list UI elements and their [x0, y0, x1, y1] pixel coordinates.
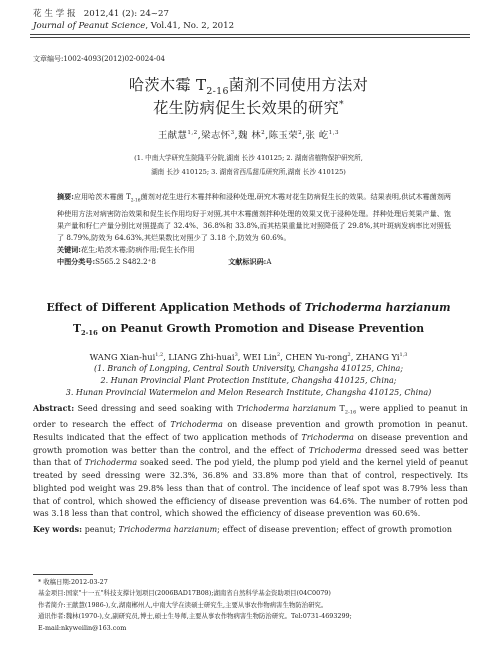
keywords-zh-label: 关键词: — [57, 245, 81, 255]
issue-zh: 2012,41 (2): 24~27 — [83, 9, 169, 19]
abstract-en-part-1: Seed dressing and seed soaking with — [74, 404, 237, 413]
keywords-en — [33, 524, 468, 537]
footnotes — [38, 577, 478, 634]
footnote-author: 作者简介:王献慧(1986-),女,湖南郴州人,中南大学在读硕士研究生,主要从事农作物病害生物防治研究。 — [38, 600, 328, 609]
abstract-en-part-4: on disease prevention and growth promotion was better than the control, and the effect of — [33, 432, 468, 455]
title-footnote-mark: * — [339, 99, 344, 110]
author-zh-1: 王献慧 — [157, 130, 188, 141]
authors-zh — [0, 127, 497, 141]
title-en-line1-a: Effect of Different Application Methods of — [46, 301, 305, 314]
title-en-line1 — [0, 301, 497, 314]
abstract-en-part-5: dressed seed was better than that of — [33, 445, 469, 468]
footnote-fund: 基金项目:国家"十一五"科技支撑计划项目(2006BAD17B08);湖南省自然科学基金资助项目(04C0079) — [38, 589, 331, 598]
issue-en: , Vol.41, No. 2, 2012 — [145, 21, 235, 31]
title-zh-line1 — [0, 74, 497, 97]
abstract-zh — [57, 191, 451, 269]
footnote-rule — [33, 574, 93, 575]
title-zh-line2-text: 花生防病促生长效果的研究 — [153, 99, 339, 117]
abstract-zh-sub: 2-16 — [130, 198, 141, 204]
abstract-en-part-3: on disease prevention and growth promotion in peanut. Results indicated that the effect of two application methods of — [33, 420, 469, 442]
author-en-4-sup: 2 — [347, 352, 351, 359]
abstract-zh-text-b: 菌剂对花生进行木霉拌种和浸种处理,研究木霉对花生防病促生长的效果。结果表明,供试木霉菌剂两种使用方法对病害防治效果和促生长作用均好于对照,其中木霉菌剂拌种处理的效果又优于浸种处理。拌种处理后荚果产量、饱果产量和籽仁产量分别比对照提高了 32.4%、36.8%和 33.8%,而其枯果重量比对照降低了 29.8%,其叶斑病发病率比对照低了 8.79%,防效为 64.63%,其烂果数比对照少了 3.18 个,防效为 60.6%。 — [57, 192, 451, 243]
abstract-en-label: Abstract: — [33, 404, 75, 413]
keywords-zh: 花生;哈茨木霉;防病作用;促生长作用 — [80, 245, 195, 255]
author-en-5: , ZHANG Yi — [350, 352, 400, 362]
title-zh-line1-sub: 2-16 — [206, 86, 229, 98]
abstract-en-strain-sub: 2-16 — [344, 409, 357, 416]
header-rule — [30, 34, 470, 35]
author-zh-3: ,魏 林 — [234, 130, 262, 141]
title-en-line2 — [0, 322, 497, 337]
doc-code: A — [266, 257, 272, 267]
title-en-line2-sub: 2-16 — [80, 329, 98, 338]
keywords-en-b: ; effect of disease prevention; effect of growth promotion — [217, 524, 453, 534]
doc-code-label: 文献标识码: — [228, 257, 267, 267]
footnote-corresponding: 通讯作者:魏林(1970-),女,副研究员,博士,硕士生导师,主要从事农作物病害生物防治研究。Tel:0731-4693299; — [38, 612, 352, 621]
author-en-5-sup: 1,3 — [399, 352, 408, 359]
clc-label: 中图分类号: — [57, 257, 96, 267]
abstract-en-strain: T — [336, 404, 345, 413]
author-en-2-sup: 3 — [234, 352, 238, 359]
abstract-en-genus-2: Trichoderma — [301, 432, 354, 442]
keywords-en-species: Trichoderma harzianum — [118, 524, 218, 534]
abstract-en-part-2: were applied to peanut in order to research the effect of — [33, 404, 468, 430]
author-zh-1-sup: 1,2 — [187, 129, 198, 136]
affiliation-en-line3: 3. Hunan Provincial Watermelon and Melon Research Institute, Changsha 410125, China) — [65, 388, 432, 397]
author-zh-4-sup: 2 — [298, 129, 303, 136]
journal-name-zh: 花 生 学 报 — [33, 9, 76, 19]
keywords-en-a: peanut; — [82, 524, 119, 534]
abstract-en — [33, 403, 468, 537]
author-zh-2-sup: 3 — [230, 129, 235, 136]
author-en-3: , WEI Lin — [237, 352, 278, 362]
affiliation-zh-line2: 湖南 长沙 410125; 3. 湖南省西瓜甜瓜研究所,湖南 长沙 410125) — [151, 168, 346, 176]
footnote-received: * 收稿日期:2012-03-27 — [38, 578, 108, 586]
title-en-line2-t: T — [72, 322, 81, 335]
author-zh-5-sup: 1,3 — [328, 129, 340, 136]
title-zh-line1-b: 菌剂不同使用方法对 — [228, 76, 369, 94]
author-en-1: WANG Xian-hui — [89, 352, 156, 362]
title-zh-line2 — [0, 97, 497, 118]
journal-name-en: Journal of Peanut Science — [33, 21, 146, 31]
abstract-en-genus-1: Trichoderma — [170, 420, 223, 430]
authors-en — [0, 352, 497, 362]
author-zh-4: ,陈玉荣 — [265, 130, 299, 141]
author-zh-5: ,张 屹 — [302, 130, 329, 141]
clc-number: S565.2 S482.2⁺8 — [95, 257, 156, 267]
abstract-en-part-6: soaked seed. The pod yield, the plump pod yield and the kernel yield of peanut treated by seed dressing were 32.3%, 36.8% and 33.8% more than that of control, respectively. Its blighted pod weight was 29.8% less than that of control. The incidence of leaf spot was 8.79% less than that of control, which showed the efficiency of disease prevention was 64.6%. The number of rotten pod was 3.18 less than that control, which showed the efficiency of disease prevention was 60.6%. — [33, 458, 468, 519]
author-en-2: , LIANG Zhi-huai — [163, 352, 235, 362]
journal-header-en — [33, 21, 234, 31]
author-en-1-sup: 1,2 — [155, 352, 164, 359]
abstract-zh-text-a: 应用哈茨木霉菌 T — [73, 192, 131, 201]
abstract-zh-label: 摘要: — [57, 192, 74, 201]
author-zh-3-sup: 2 — [261, 129, 266, 136]
title-en-line2-b: on Peanut Growth Promotion and Disease Prevention — [97, 322, 425, 335]
author-en-4: , CHEN Yu-rong — [280, 352, 348, 362]
author-zh-2: ,梁志怀 — [197, 130, 231, 141]
header-rule-2 — [30, 37, 470, 38]
abstract-en-genus-3: Trichoderma — [308, 445, 362, 455]
affiliation-en-line2: 2. Hunan Provincial Plant Protection Institute, Changsha 410125, China; — [100, 376, 397, 385]
title-zh-line1-a: 哈茨木霉 T — [128, 76, 207, 94]
title-en-species: Trichoderma harzianum — [304, 301, 451, 314]
journal-header-zh — [33, 9, 169, 19]
abstract-en-species-1: Trichoderma harzianum — [236, 404, 337, 413]
footnote-email: E-mail:nkyweilin@163.com — [38, 623, 127, 632]
affiliation-zh-line1: (1. 中南大学研究生院隆平分院,湖南 长沙 410125; 2. 湖南省植物保护研究所, — [134, 154, 363, 162]
author-en-3-sup: 2 — [277, 352, 281, 359]
affiliation-en-line1: (1. Branch of Longping, Central South University, Changsha 410125, China; — [93, 364, 404, 373]
article-id: 文章编号:1002-4093(2012)02-0024-04 — [33, 55, 165, 63]
abstract-en-genus-4: Trichoderma — [84, 458, 138, 468]
keywords-en-label: Key words: — [33, 524, 83, 534]
